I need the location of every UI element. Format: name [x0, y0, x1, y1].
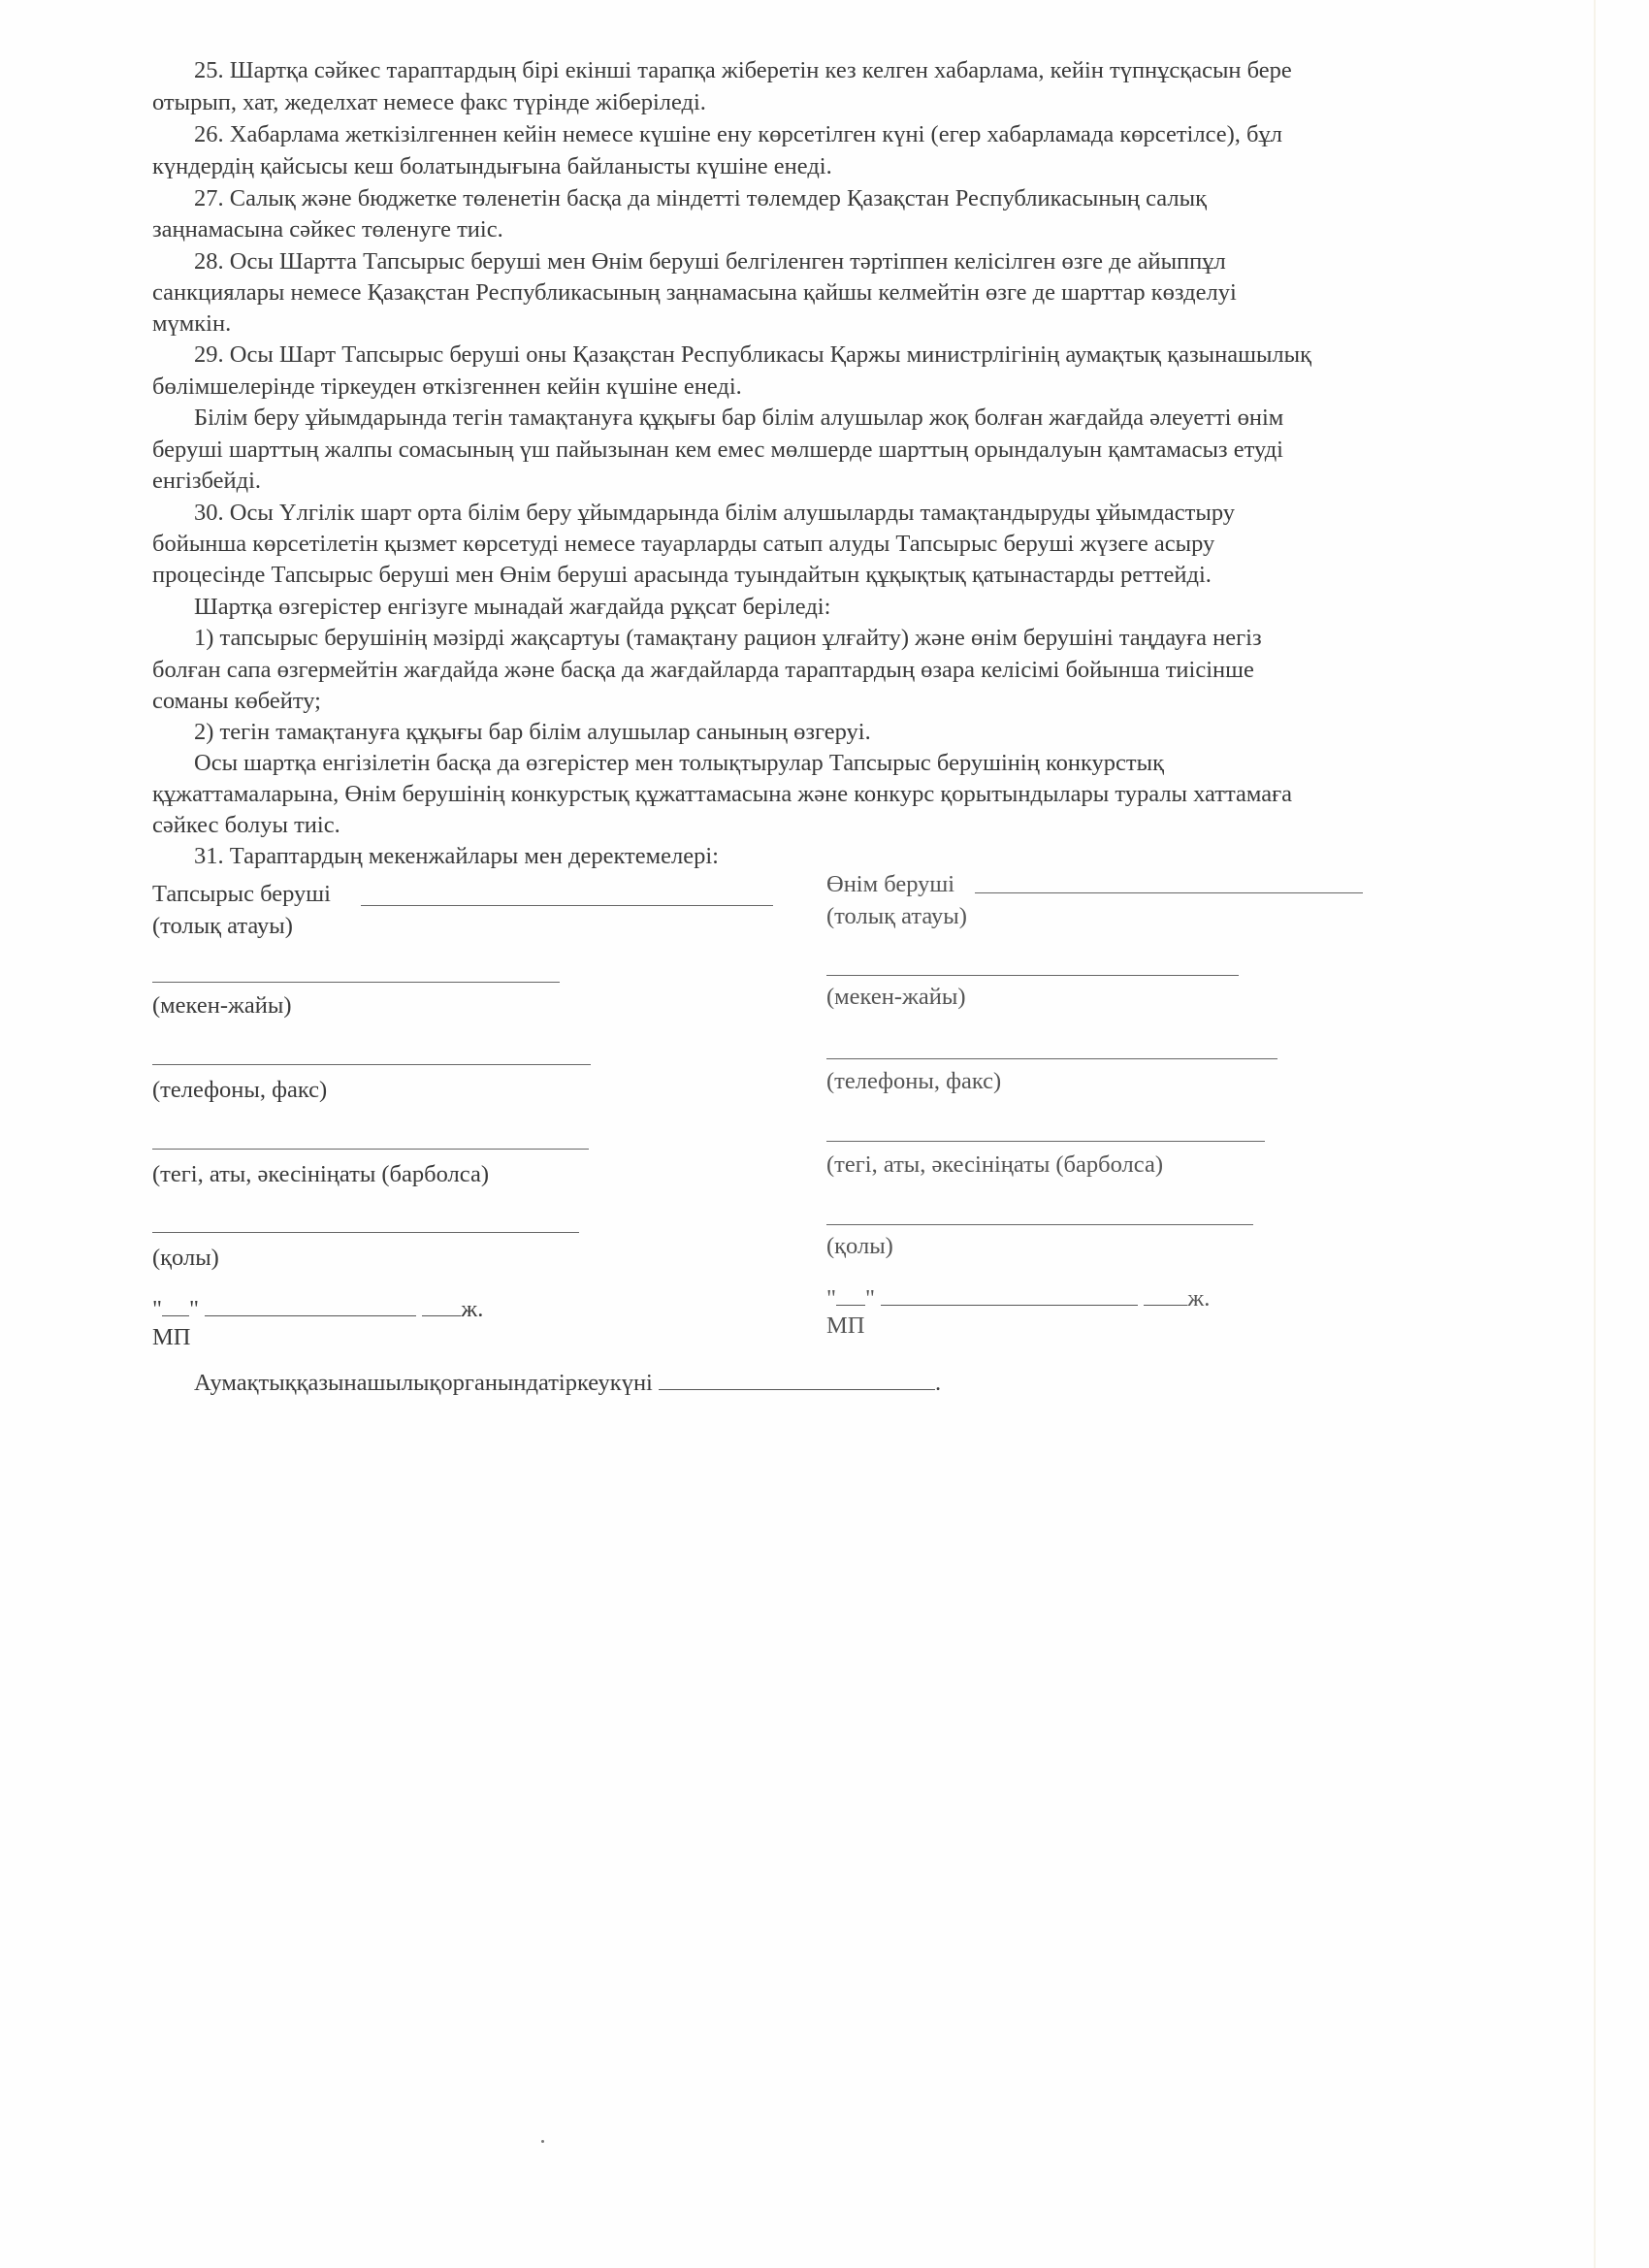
supplier-person-field[interactable]	[826, 1141, 1265, 1142]
customer-name-field[interactable]	[361, 905, 773, 906]
paragraph-line: санкциялары немесе Қазақстан Республикасының заңнамасына қайшы келмейтін өзге де шарттар көзделуі	[152, 279, 1237, 306]
supplier-stamp: МП	[826, 1312, 865, 1339]
supplier-phone-field[interactable]	[826, 1058, 1277, 1059]
customer-title: Тапсырыс беруші	[152, 881, 331, 907]
customer-signature-field[interactable]	[152, 1232, 579, 1233]
customer-phone-field[interactable]	[152, 1064, 591, 1065]
customer-title-row	[152, 880, 331, 909]
customer-phone-hint: (телефоны, факс)	[152, 1077, 328, 1103]
supplier-title: Өнім беруші	[826, 871, 955, 897]
paragraph-line: енгізбейді.	[152, 468, 262, 494]
paragraph-line: 30. Осы Үлгілік шарт орта білім беру ұйымдарында білім алушыларды тамақтандыруды ұйымдастыру	[194, 500, 1236, 526]
registration-end: .	[934, 1370, 942, 1396]
paragraph-line: 26. Хабарлама жеткізілгеннен кейін немесе күшіне ену көрсетілген күні (егер хабарламада көрсетілсе), бұл	[194, 121, 1282, 147]
paragraph-line: күндердің қайсысы кеш болатындығына байланысты күшіне енеді.	[152, 153, 832, 179]
paragraph-line: 31. Тараптардың мекенжайлары мен деректемелері:	[194, 843, 719, 869]
quote-open: "	[152, 1296, 163, 1322]
quote-close: "	[865, 1285, 876, 1312]
paragraph-line: 28. Осы Шартта Тапсырыс беруші мен Өнім беруші белгіленген тәртіппен келісілген өзге де айыппұл	[194, 248, 1226, 275]
paragraph-line: бойынша көрсетілетін қызмет көрсетуді немесе тауарларды сатып алуды Тапсырыс беруші жүзеге асыру	[152, 531, 1215, 557]
paragraph-line: отырып, хат, жеделхат немесе факс түрінде жіберіледі.	[152, 89, 706, 115]
paragraph-line: заңнамасына сәйкес төленуге тиіс.	[152, 216, 503, 243]
quote-close: "	[189, 1296, 200, 1322]
supplier-day-field[interactable]	[836, 1283, 865, 1306]
registration-label: Аумақтыққазынашылықорганындатіркеукүні	[194, 1370, 653, 1396]
registration-date-field[interactable]	[659, 1368, 935, 1390]
supplier-month-field[interactable]	[881, 1283, 1138, 1306]
paragraph-line: 1) тапсырыс берушінің мәзірді жақсартуы (тамақтану рацион ұлғайту) және өнім берушіні таңдауға негіз	[194, 625, 1262, 651]
paragraph-line: 27. Салық және бюджетке төленетін басқа да міндетті төлемдер Қазақстан Республикасының салық	[194, 185, 1207, 211]
scan-edge	[1594, 0, 1596, 2268]
customer-address-hint: (мекен-жайы)	[152, 992, 292, 1019]
supplier-signature-hint: (қолы)	[826, 1233, 893, 1259]
supplier-address-hint: (мекен-жайы)	[826, 984, 966, 1010]
paragraph-line: Шартқа өзгерістер енгізуге мынадай жағдайда рұқсат беріледі:	[194, 594, 831, 620]
paragraph-line: 25. Шартқа сәйкес тараптардың бірі екінші тарапқа жіберетін кез келген хабарлама, кейін түпнұсқасын бере	[194, 57, 1292, 83]
paragraph-line: бөлімшелерінде тіркеуден өткізгеннен кейін күшіне енеді.	[152, 373, 742, 400]
supplier-address-field[interactable]	[826, 975, 1239, 976]
registration-row	[194, 1368, 941, 1398]
year-suffix: ж.	[461, 1296, 484, 1322]
supplier-phone-hint: (телефоны, факс)	[826, 1068, 1002, 1094]
customer-month-field[interactable]	[205, 1294, 416, 1316]
paragraph-line: мүмкін.	[152, 310, 232, 337]
paragraph-line: сәйкес болуы тиіс.	[152, 812, 340, 838]
paragraph-line: Білім беру ұйымдарында тегін тамақтануға құқығы бар білім алушылар жоқ болған жағдайда әлеуетті өнім	[194, 405, 1284, 431]
customer-day-field[interactable]	[162, 1294, 189, 1316]
paragraph-line: болған сапа өзгермейтін жағдайда және басқа да жағдайларда тараптардың өзара келісімі бойынша тиісінше	[152, 657, 1254, 683]
paragraph-line: беруші шарттың жалпы сомасының үш пайызынан кем емес мөлшерде шарттың орындалуын қамтамасыз етуді	[152, 437, 1283, 463]
supplier-signature-field[interactable]	[826, 1224, 1253, 1225]
supplier-full-name-hint: (толық атауы)	[826, 903, 967, 929]
customer-date-row	[152, 1294, 483, 1324]
quote-open: "	[826, 1285, 837, 1312]
scan-speck	[541, 2140, 544, 2143]
paragraph-line: соманы көбейту;	[152, 688, 321, 714]
paragraph-line: 29. Осы Шарт Тапсырыс беруші оны Қазақстан Республикасы Қаржы министрлігінің аумақтық қазынашылық	[194, 341, 1312, 368]
supplier-year-field[interactable]	[1144, 1283, 1187, 1306]
paragraph-line: Осы шартқа енгізілетін басқа да өзгерістер мен толықтырулар Тапсырыс берушінің конкурстық	[194, 750, 1164, 776]
customer-address-field[interactable]	[152, 982, 560, 983]
customer-person-field[interactable]	[152, 1149, 589, 1150]
paragraph-line: құжаттамаларына, Өнім берушінің конкурстық құжаттамасына және конкурс қорытындылары туралы хаттамаға	[152, 781, 1293, 807]
supplier-person-hint: (тегі, аты, әкесініңаты (барболса)	[826, 1151, 1163, 1178]
supplier-name-field[interactable]	[975, 892, 1363, 893]
supplier-date-row	[826, 1283, 1210, 1313]
year-suffix: ж.	[1187, 1285, 1211, 1312]
customer-signature-hint: (қолы)	[152, 1245, 219, 1271]
customer-person-hint: (тегі, аты, әкесініңаты (барболса)	[152, 1161, 489, 1187]
paragraph-line: процесінде Тапсырыс беруші мен Өнім беруші арасында туындайтын құқықтық қатынастарды реттейді.	[152, 562, 1212, 588]
customer-year-field[interactable]	[422, 1294, 461, 1316]
customer-full-name-hint: (толық атауы)	[152, 913, 293, 939]
paragraph-line: 2) тегін тамақтануға құқығы бар білім алушылар санының өзгеруі.	[194, 719, 871, 745]
supplier-title-row	[826, 870, 954, 899]
customer-stamp: МП	[152, 1324, 191, 1350]
